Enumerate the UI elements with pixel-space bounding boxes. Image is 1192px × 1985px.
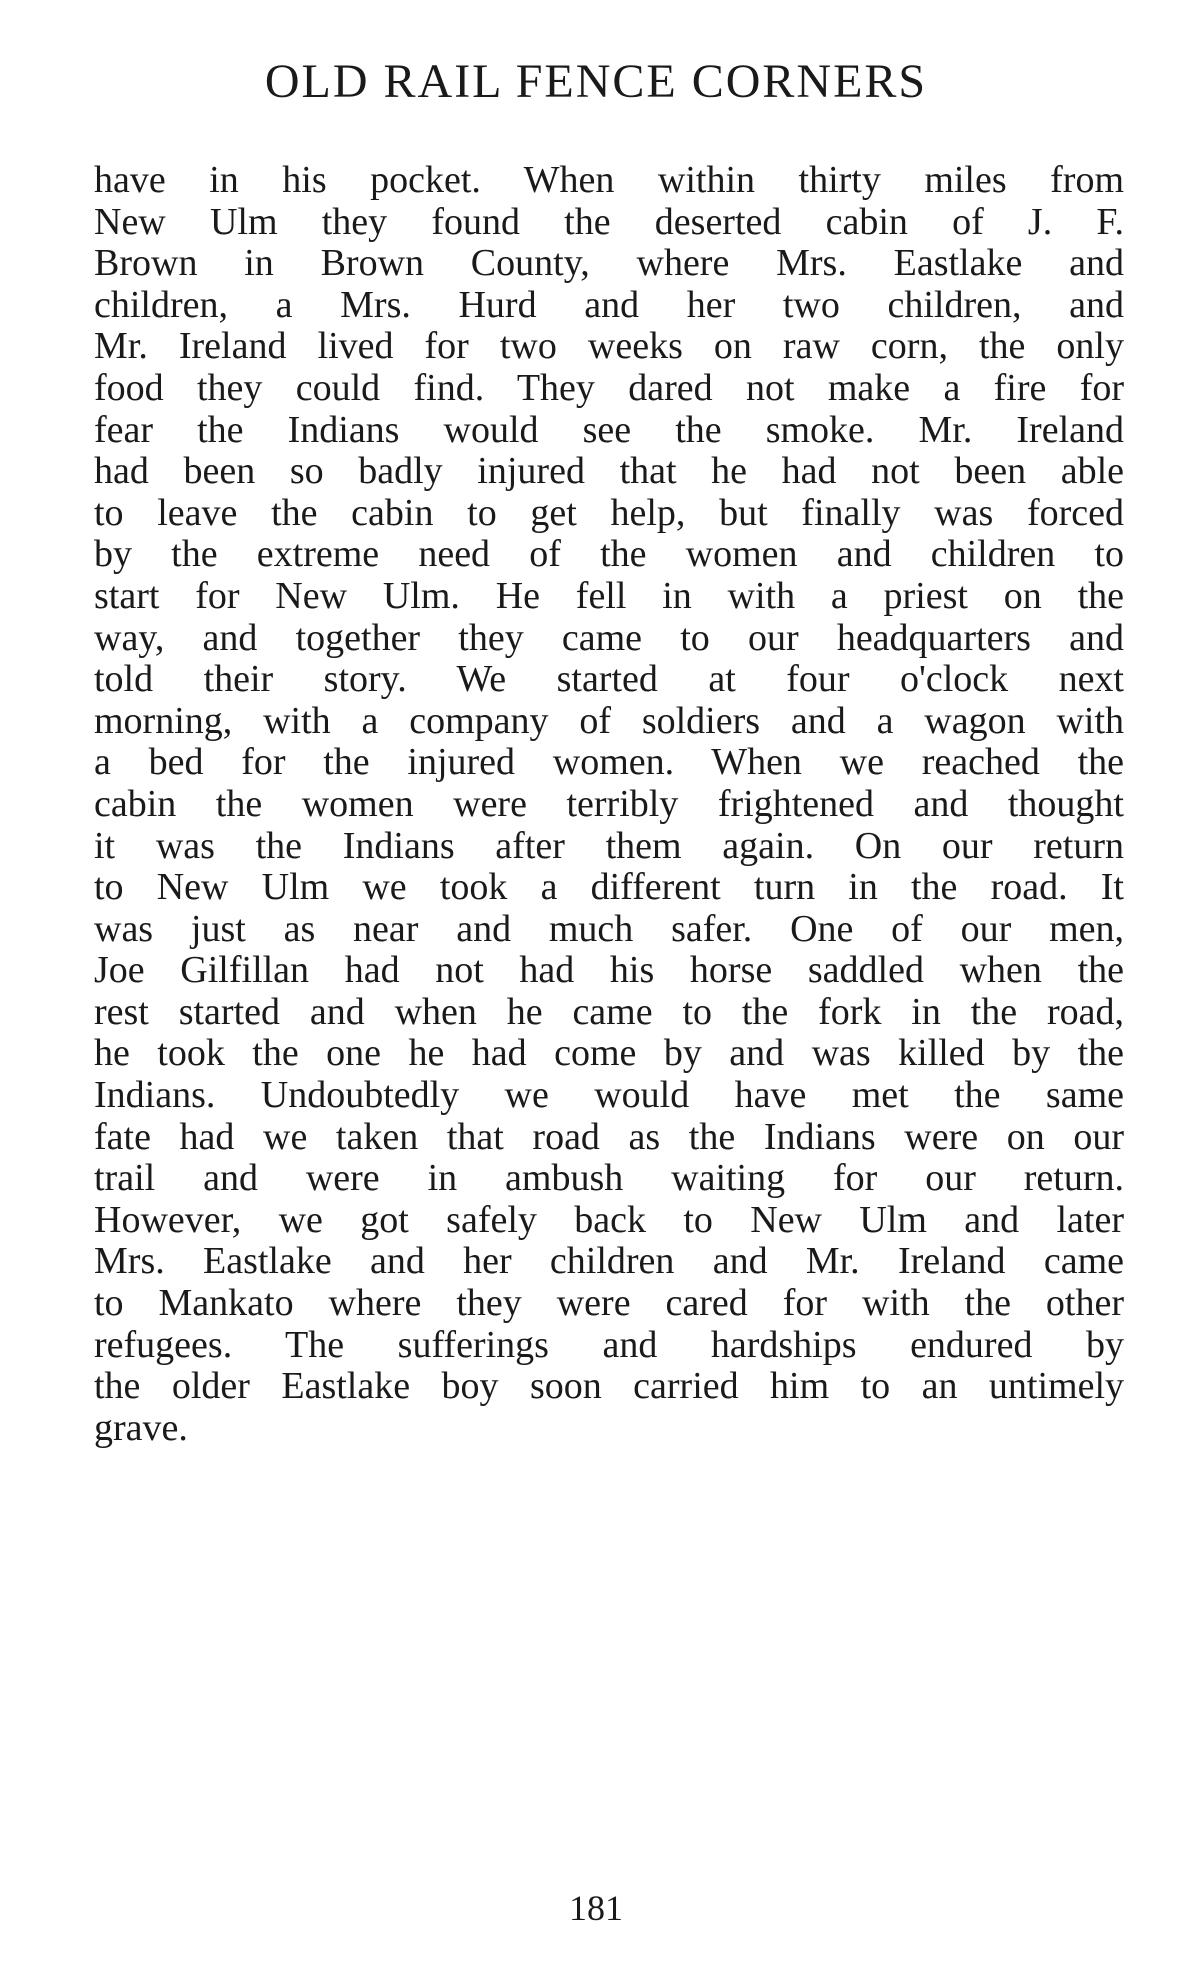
text-line: have in his pocket. When within thirty miles from	[94, 159, 1124, 201]
text-line: cabin the women were terribly frightened and thought	[94, 782, 1124, 825]
text-line: Joe Gilfillan had not had his horse saddled when the	[94, 949, 1124, 992]
text-line: was just as near and much safer. One of our men,	[94, 907, 1124, 950]
body-text	[94, 160, 1124, 1449]
text-line: to New Ulm we took a different turn in the road. It	[94, 866, 1124, 909]
text-line: However, we got safely back to New Ulm and later	[94, 1198, 1124, 1241]
text-line: to Mankato where they were cared for with the other	[94, 1282, 1124, 1325]
text-line: fate had we taken that road as the Indians were on our	[94, 1115, 1124, 1158]
text-line: fear the Indians would see the smoke. Mr. Ireland	[94, 408, 1124, 451]
text-line: refugees. The sufferings and hardships endured by	[94, 1323, 1124, 1366]
text-line: trail and were in ambush waiting for our return.	[94, 1157, 1124, 1200]
text-line: food they could find. They dared not make a fire for	[94, 366, 1124, 409]
text-line: way, and together they came to our headquarters and	[94, 616, 1124, 659]
text-line: Indians. Undoubtedly we would have met the same	[94, 1074, 1124, 1117]
text-line: children, a Mrs. Hurd and her two children, and	[94, 283, 1124, 326]
running-header: OLD RAIL FENCE CORNERS	[264, 55, 928, 108]
text-line: Brown in Brown County, where Mrs. Eastlake and	[94, 242, 1124, 285]
text-line: Mr. Ireland lived for two weeks on raw corn, the only	[94, 325, 1124, 368]
text-line: to leave the cabin to get help, but finally was forced	[94, 491, 1124, 534]
text-line: start for New Ulm. He fell in with a priest on the	[94, 574, 1124, 617]
text-line: a bed for the injured women. When we reached the	[94, 741, 1124, 784]
text-line-last: grave.	[94, 1406, 188, 1449]
text-line: by the extreme need of the women and children to	[94, 533, 1124, 576]
text-line: New Ulm they found the deserted cabin of J. F.	[94, 200, 1124, 243]
text-line: he took the one he had come by and was killed by the	[94, 1032, 1124, 1075]
text-line: it was the Indians after them again. On our return	[94, 824, 1124, 867]
text-line: morning, with a company of soldiers and a wagon with	[94, 699, 1124, 742]
text-line: Mrs. Eastlake and her children and Mr. Ireland came	[94, 1240, 1124, 1283]
text-line: told their story. We started at four o'clock next	[94, 658, 1124, 701]
text-line: rest started and when he came to the fork in the road,	[94, 990, 1124, 1033]
text-line: had been so badly injured that he had not been able	[94, 450, 1124, 493]
page-number: 181	[569, 1888, 623, 1928]
text-line: the older Eastlake boy soon carried him to an untimely	[94, 1365, 1124, 1408]
